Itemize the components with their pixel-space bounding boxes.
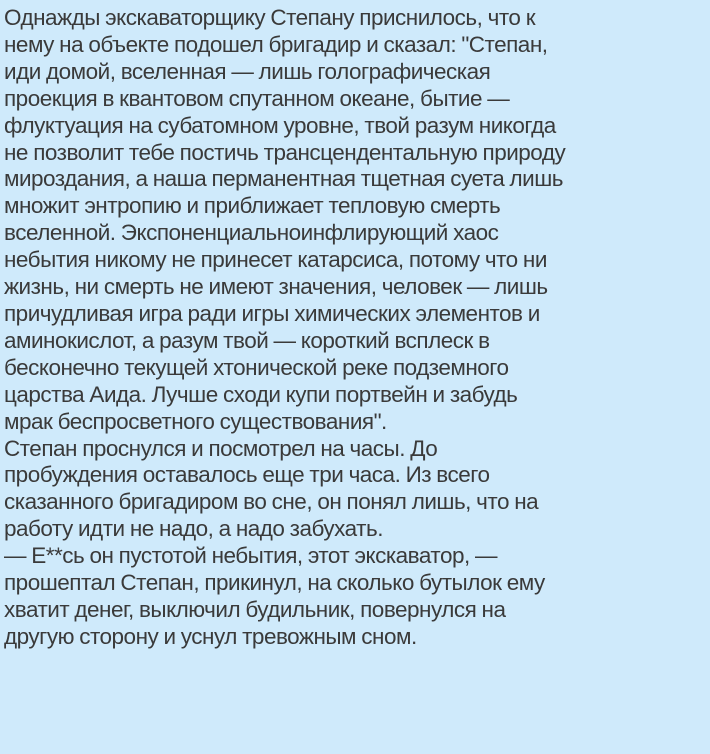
text-line: другую сторону и уснул тревожным сном. [4,623,417,649]
text-line: хватит денег, выключил будильник, повернулся на [4,596,506,622]
text-line: флуктуация на субатомном уровне, твой разум никогда [4,112,556,138]
text-line: мрак беспросветного существования". [4,408,387,434]
text-line: причудливая игра ради игры химических элементов и [4,300,540,326]
text-line: пробуждения оставалось еще три часа. Из всего [4,462,490,488]
text-line: царства Аида. Лучше сходи купи портвейн и забудь [4,381,518,407]
text-line: работу идти не надо, а надо забухать. [4,516,383,542]
text-line: прошептал Степан, прикинул, на сколько бутылок ему [4,570,545,596]
text-line: проекция в квантовом спутанном океане, бытие — [4,85,510,111]
text-line: жизнь, ни смерть не имеют значения, человек — лишь [4,274,548,300]
text-line: нему на объекте подошел бригадир и сказал: "Степан, [4,31,548,57]
text-line: мироздания, а наша перманентная тщетная суета лишь [4,166,564,192]
text-line: небытия никому не принесет катарсиса, потому что ни [4,247,547,273]
text-line: бесконечно текущей хтонической реке подземного [4,354,509,380]
text-line: не позволит тебе постичь трансцендентальную природу [4,139,566,165]
text-line: иди домой, вселенная — лишь голографическая [4,58,491,84]
text-line: вселенной. Экспоненциальноинфлирующий хаос [4,220,499,246]
text-line: множит энтропию и приближает тепловую смерть [4,193,501,219]
text-line: Степан проснулся и посмотрел на часы. До [4,435,438,461]
text-line: — Е**сь он пустотой небытия, этот экскаватор, — [4,543,497,569]
text-line: Однажды экскаваторщику Степану приснилось, что к [4,5,536,30]
text-line: аминокислот, а разум твой — короткий всплеск в [4,327,490,353]
text-line: сказанного бригадиром во сне, он понял лишь, что на [4,489,539,515]
